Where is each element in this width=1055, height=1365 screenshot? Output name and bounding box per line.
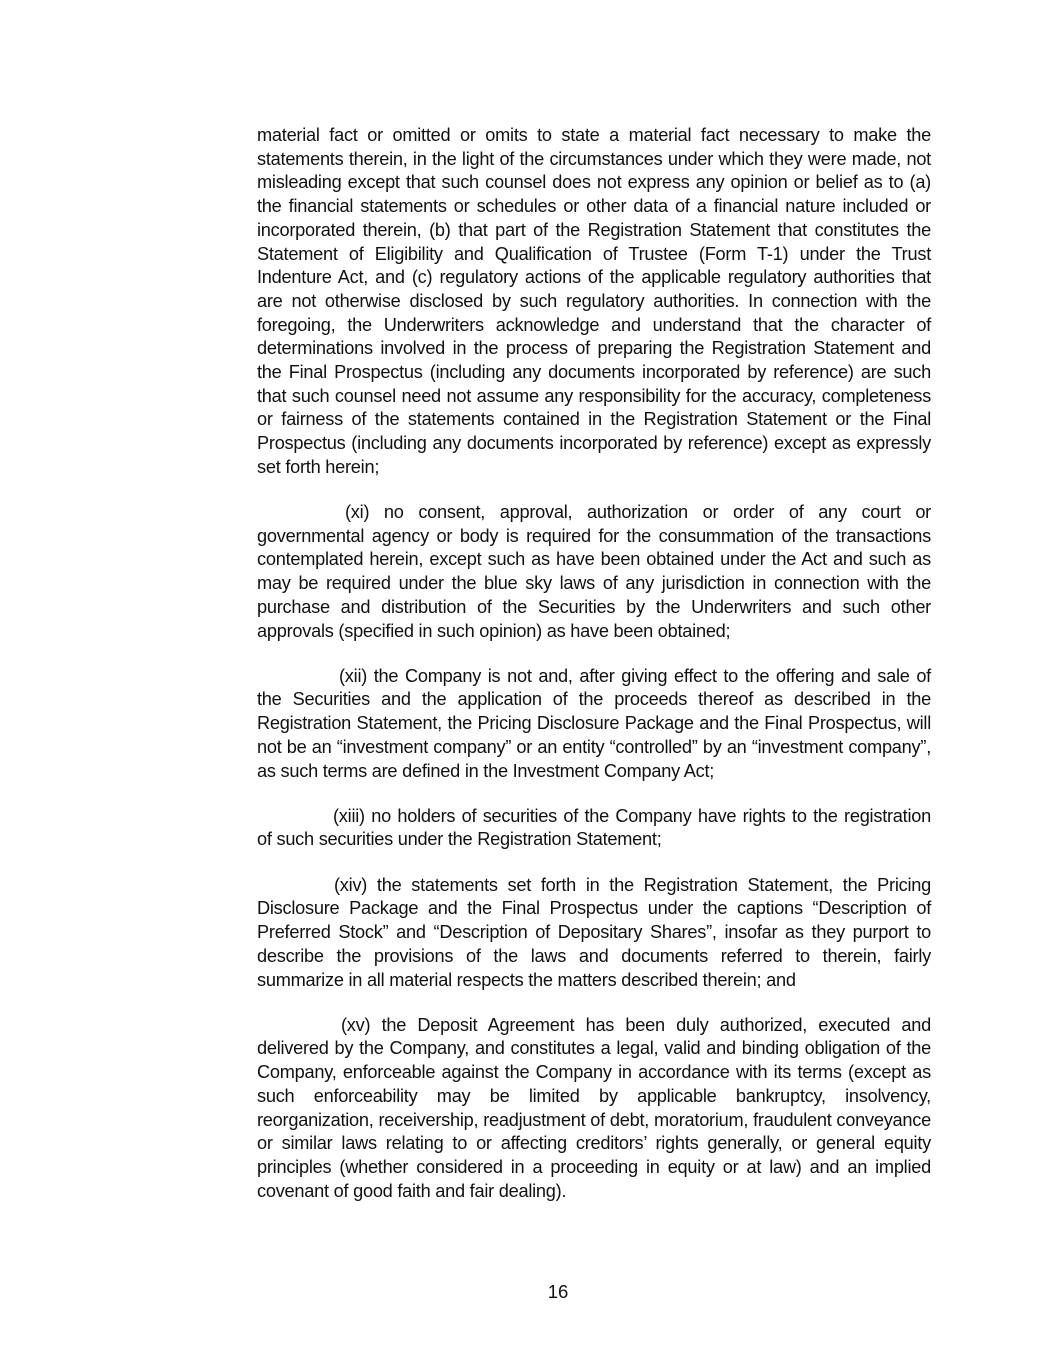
clause-number: (xv) [341,1014,371,1035]
clause-text: the Deposit Agreement has been duly authorized, executed and delivered by the Company, and constitutes a legal, valid and binding obligation of the Company, enforceable against the Company in accordance with its terms (except as such enforceability may be limited by applicable bankruptcy, insolvency, reorganization, receivership, readjustment of debt, moratorium, fraudulent conveyance or similar laws relating to or affecting creditors’ rights generally, or general equity principles (whether considered in a proceeding in equity or at law) and an implied covenant of good faith and fair dealing). [257,1014,931,1201]
clause-text: the Company is not and, after giving effect to the offering and sale of the Securities and the application of the proceeds thereof as described in the Registration Statement, the Pricing Disclosure Package and the Final Prospectus, will not be an “investment company” or an entity “controlled” by an “investment company”, as such terms are defined in the Investment Company Act; [257,665,931,781]
clause-text: no consent, approval, authorization or order of any court or governmental agency or body is required for the consummation of the transactions contemplated herein, except such as have been obtained under the Act and such as may be required under the blue sky laws of any jurisdiction in connection with the purchase and distribution of the Securities by the Underwriters and such other approvals (specified in such opinion) as have been obtained; [257,502,931,641]
document-body [257,124,931,1225]
clause-xv [257,1014,931,1204]
clause-text: no holders of securities of the Company have rights to the registration of such securities under the Registration Statement; [257,805,931,850]
paragraph-continuation [257,124,931,480]
clause-text: the statements set forth in the Registration Statement, the Pricing Disclosure Package and the Final Prospectus under the captions “Description of Preferred Stock” and “Description of Depositary Shares”, insofar as they purport to describe the provisions of the laws and documents referred to therein, fairly summarize in all material respects the matters described therein; and [257,874,931,990]
clause-number: (xi) [345,502,370,523]
clause-xi [257,501,931,643]
clause-xiii [257,805,931,852]
clause-number: (xiv) [334,874,368,895]
clause-number: (xiii) [333,805,365,826]
clause-number: (xii) [339,665,368,686]
clause-xii [257,665,931,784]
clause-xiv [257,874,931,993]
paragraph-text: material fact or omitted or omits to state a material fact necessary to make the statements therein, in the light of the circumstances under which they were made, not misleading except that such counsel does not express any opinion or belief as to (a) the financial statements or schedules or other data of a financial nature included or incorporated therein, (b) that part of the Registration Statement that constitutes the Statement of Eligibility and Qualification of Trustee (Form T-1) under the Trust Indenture Act, and (c) regulatory actions of the applicable regulatory authorities that are not otherwise disclosed by such regulatory authorities. In connection with the foregoing, the Underwriters acknowledge and understand that the character of determinations involved in the process of preparing the Registration Statement and the Final Prospectus (including any documents incorporated by reference) are such that such counsel need not assume any responsibility for the accuracy, completeness or fairness of the statements contained in the Registration Statement or the Final Prospectus (including any documents incorporated by reference) except as expressly set forth herein; [257,125,931,477]
page-number: 16 [547,1281,569,1302]
